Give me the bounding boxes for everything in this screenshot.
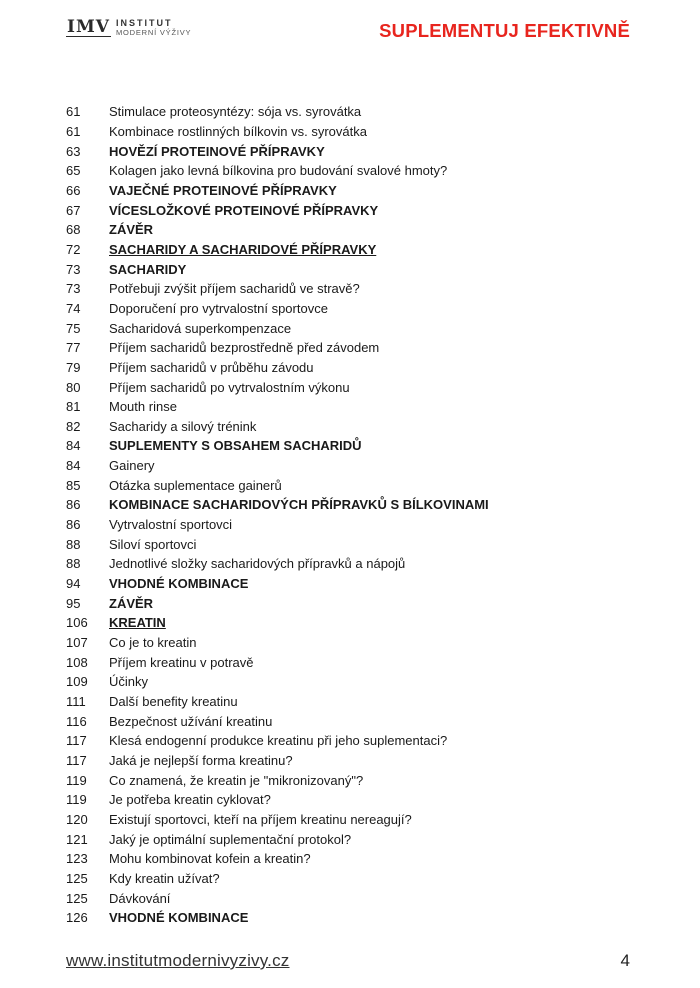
toc-chapter-entry[interactable] [66, 613, 646, 633]
toc-section-entry[interactable] [66, 436, 646, 456]
toc-entry[interactable] [66, 810, 646, 830]
toc-page-number: 109 [66, 674, 88, 690]
toc-page-number: 126 [66, 910, 88, 926]
toc-entry[interactable] [66, 475, 646, 495]
page-number: 4 [620, 951, 630, 970]
toc-entry-title: Účinky [109, 674, 149, 690]
toc-entry-title: VHODNÉ KOMBINACE [109, 576, 249, 592]
toc-entry-title: Doporučení pro vytrvalostní sportovce [109, 300, 328, 316]
toc-entry[interactable] [66, 338, 646, 358]
table-of-contents [66, 102, 646, 928]
toc-page-number: 85 [66, 477, 81, 493]
toc-entry[interactable] [66, 888, 646, 908]
toc-section-entry[interactable] [66, 200, 646, 220]
toc-entry[interactable] [66, 554, 646, 574]
toc-section-entry[interactable] [66, 495, 646, 515]
toc-entry[interactable] [66, 534, 646, 554]
toc-entry-title: Je potřeba kreatin cyklovat? [109, 792, 271, 808]
toc-entry-title: Mouth rinse [109, 399, 177, 415]
toc-entry-title: HOVĚZÍ PROTEINOVÉ PŘÍPRAVKY [109, 143, 325, 159]
toc-entry-title: SACHARIDY A SACHARIDOVÉ PŘÍPRAVKY [109, 241, 377, 257]
toc-page-number: 61 [66, 104, 81, 120]
toc-entry[interactable] [66, 377, 646, 397]
toc-entry-title: KREATIN [109, 615, 166, 631]
toc-entry[interactable] [66, 397, 646, 417]
toc-entry[interactable] [66, 652, 646, 672]
toc-page-number: 88 [66, 536, 81, 552]
toc-entry-title: Vytrvalostní sportovci [109, 517, 233, 533]
footer-website-link[interactable]: www.institutmodernivyzivy.cz [66, 951, 290, 970]
toc-page-number: 120 [66, 811, 88, 827]
toc-entry[interactable] [66, 672, 646, 692]
toc-page-number: 117 [66, 752, 87, 768]
toc-entry[interactable] [66, 318, 646, 338]
toc-section-entry[interactable] [66, 593, 646, 613]
toc-page-number: 63 [66, 143, 81, 159]
toc-entry[interactable] [66, 869, 646, 889]
logo-mark: IMV [67, 17, 110, 37]
toc-entry-title: Mohu kombinovat kofein a kreatin? [109, 851, 311, 867]
toc-entry[interactable] [66, 751, 646, 771]
toc-page-number: 119 [66, 792, 87, 808]
toc-entry-title: Kolagen jako levná bílkovina pro budování svalové hmoty? [109, 163, 448, 179]
logo-line2: MODERNÍ VÝŽIVY [115, 28, 192, 37]
toc-page-number: 94 [66, 576, 81, 592]
toc-entry-title: Příjem sacharidů bezprostředně před závodem [109, 340, 380, 356]
toc-entry[interactable] [66, 849, 646, 869]
toc-entry[interactable] [66, 515, 646, 535]
toc-entry-title: VHODNÉ KOMBINACE [109, 910, 249, 926]
toc-entry-title: Příjem sacharidů po vytrvalostním výkonu [109, 379, 350, 395]
toc-page-number: 123 [66, 851, 88, 867]
toc-page-number: 117 [66, 733, 87, 749]
toc-entry[interactable] [66, 456, 646, 476]
toc-entry-title: Existují sportovci, kteří na příjem kreatinu nereagují? [109, 811, 412, 827]
toc-entry-title: SACHARIDY [109, 261, 187, 277]
toc-entry[interactable] [66, 417, 646, 437]
toc-entry[interactable] [66, 102, 646, 122]
logo-text [116, 18, 191, 38]
toc-page-number: 72 [66, 241, 81, 257]
toc-entry-title: VAJEČNÉ PROTEINOVÉ PŘÍPRAVKY [109, 182, 337, 198]
toc-entry-title: Jaká je nejlepší forma kreatinu? [109, 752, 293, 768]
toc-page-number: 75 [66, 320, 81, 336]
toc-entry-title: Kombinace rostlinných bílkovin vs. syrovátka [109, 123, 367, 139]
toc-entry-title: ZÁVĚR [109, 222, 154, 238]
toc-page-number: 86 [66, 517, 81, 533]
toc-page-number: 73 [66, 261, 81, 277]
toc-page-number: 125 [66, 890, 88, 906]
toc-section-entry[interactable] [66, 181, 646, 201]
toc-entry[interactable] [66, 633, 646, 653]
toc-entry[interactable] [66, 711, 646, 731]
toc-entry[interactable] [66, 829, 646, 849]
toc-page-number: 80 [66, 379, 81, 395]
toc-entry[interactable] [66, 790, 646, 810]
toc-section-entry[interactable] [66, 259, 646, 279]
toc-entry[interactable] [66, 161, 646, 181]
toc-entry-title: Co znamená, že kreatin je "mikronizovaný"? [109, 772, 364, 788]
toc-entry-title: SUPLEMENTY S OBSAHEM SACHARIDŮ [109, 438, 362, 454]
toc-entry-title: Příjem kreatinu v potravě [109, 654, 254, 670]
toc-page-number: 68 [66, 222, 81, 238]
toc-page-number: 88 [66, 556, 81, 572]
toc-entry[interactable] [66, 122, 646, 142]
toc-entry[interactable] [66, 299, 646, 319]
toc-page-number: 116 [66, 713, 87, 729]
toc-chapter-entry[interactable] [66, 240, 646, 260]
institute-logo [66, 18, 191, 38]
toc-page-number: 86 [66, 497, 81, 513]
toc-entry-title: Otázka suplementace gainerů [109, 477, 282, 493]
toc-entry-title: KOMBINACE SACHARIDOVÝCH PŘÍPRAVKŮ S BÍLKOVINAMI [109, 497, 489, 513]
toc-entry[interactable] [66, 770, 646, 790]
toc-entry-title: Gainery [109, 458, 155, 474]
toc-section-entry[interactable] [66, 908, 646, 928]
toc-page-number: 121 [66, 831, 88, 847]
toc-page-number: 61 [66, 123, 81, 139]
toc-page-number: 106 [66, 615, 88, 631]
toc-page-number: 77 [66, 340, 81, 356]
toc-page-number: 79 [66, 359, 81, 375]
toc-page-number: 84 [66, 458, 81, 474]
toc-page-number: 65 [66, 163, 81, 179]
toc-entry-title: Klesá endogenní produkce kreatinu při jeho suplementaci? [109, 733, 448, 749]
toc-page-number: 111 [66, 694, 86, 710]
toc-entry-title: Bezpečnost užívání kreatinu [109, 713, 273, 729]
toc-entry-title: Sacharidy a silový trénink [109, 418, 257, 434]
toc-entry-title: Siloví sportovci [109, 536, 197, 552]
document-title: SUPLEMENTUJ EFEKTIVNĚ [379, 20, 630, 41]
toc-entry-title: VÍCESLOŽKOVÉ PROTEINOVÉ PŘÍPRAVKY [109, 202, 379, 218]
toc-section-entry[interactable] [66, 220, 646, 240]
toc-entry[interactable] [66, 692, 646, 712]
toc-entry-title: Co je to kreatin [109, 635, 197, 651]
toc-entry-title: Příjem sacharidů v průběhu závodu [109, 359, 314, 375]
toc-entry-title: Jednotlivé složky sacharidových přípravků a nápojů [109, 556, 406, 572]
toc-page-number: 82 [66, 418, 81, 434]
toc-page-number: 73 [66, 281, 81, 297]
toc-page-number: 108 [66, 654, 88, 670]
toc-page-number: 66 [66, 182, 81, 198]
toc-page-number: 107 [66, 635, 88, 651]
toc-page-number: 125 [66, 870, 88, 886]
toc-entry-title: Dávkování [109, 890, 171, 906]
toc-entry-title: Stimulace proteosyntézy: sója vs. syrovátka [109, 104, 362, 120]
logo-line1: INSTITUT [115, 18, 173, 28]
toc-entry-title: Sacharidová superkompenzace [109, 320, 292, 336]
toc-entry-title: ZÁVĚR [109, 595, 154, 611]
toc-entry[interactable] [66, 358, 646, 378]
toc-entry[interactable] [66, 731, 646, 751]
toc-page-number: 74 [66, 300, 81, 316]
toc-page-number: 84 [66, 438, 81, 454]
toc-entry-title: Další benefity kreatinu [109, 694, 238, 710]
toc-page-number: 81 [66, 399, 81, 415]
toc-section-entry[interactable] [66, 574, 646, 594]
toc-page-number: 67 [66, 202, 81, 218]
toc-entry-title: Kdy kreatin užívat? [109, 870, 220, 886]
toc-entry-title: Jaký je optimální suplementační protokol? [109, 831, 352, 847]
toc-entry-title: Potřebuji zvýšit příjem sacharidů ve stravě? [109, 281, 360, 297]
toc-entry[interactable] [66, 279, 646, 299]
toc-page-number: 95 [66, 595, 81, 611]
toc-section-entry[interactable] [66, 141, 646, 161]
toc-page-number: 119 [66, 772, 87, 788]
